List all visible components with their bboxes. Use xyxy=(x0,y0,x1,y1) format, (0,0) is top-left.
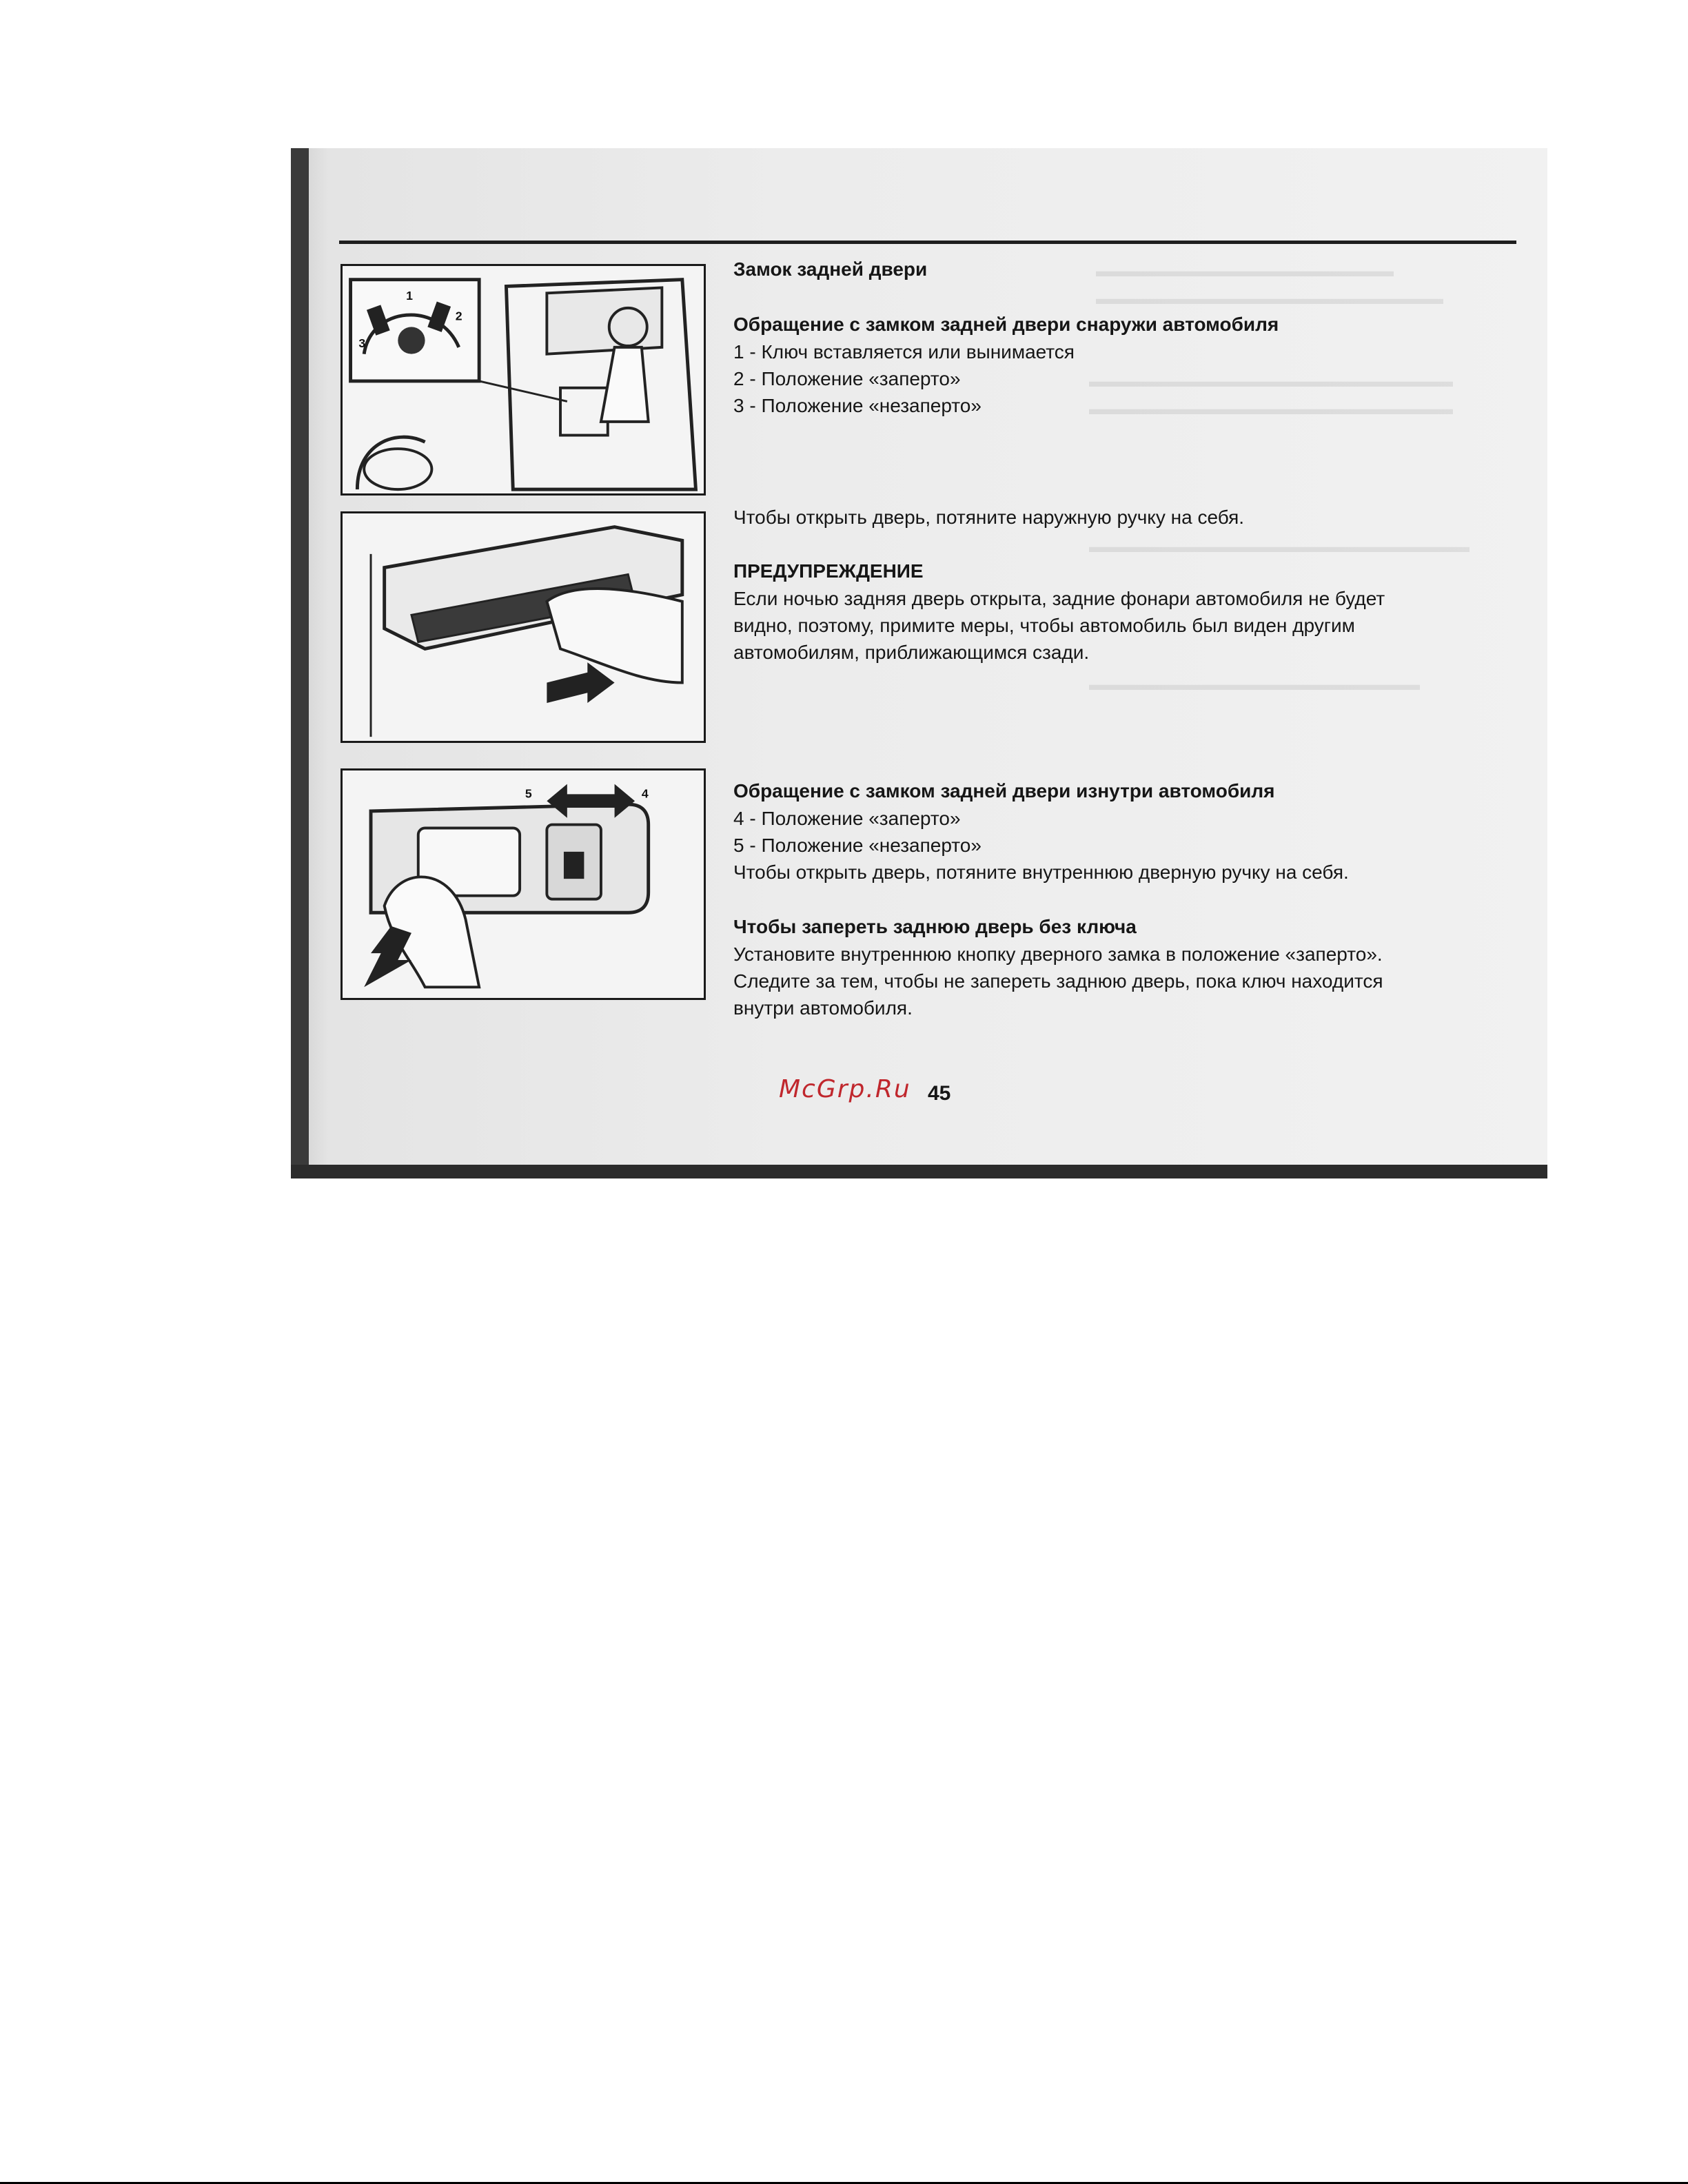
label-1: 1 xyxy=(406,289,413,303)
warning-title: ПРЕДУПРЕЖДЕНИЕ xyxy=(733,560,924,582)
inside-item: 5 - Положение «незаперто» xyxy=(733,835,982,856)
section-title: Замок задней двери xyxy=(733,258,928,280)
bleed-through-text: ▬▬▬▬▬▬▬▬▬▬▬▬▬▬▬▬▬▬▬▬▬ xyxy=(1096,289,1443,308)
outside-handle-illustration xyxy=(343,513,704,741)
open-outside-text: Чтобы открыть дверь, потяните наружную ручку на себя. xyxy=(733,507,1245,528)
lock-without-key-line: Следите за тем, чтобы не запереть заднюю дверь, пока ключ находится xyxy=(733,970,1383,992)
page-number: 45 xyxy=(928,1082,951,1105)
lock-without-key-line: Установите внутреннюю кнопку дверного замка в положение «заперто». xyxy=(733,943,1383,965)
outside-item: 1 - Ключ вставляется или вынимается xyxy=(733,341,1075,363)
warning-line: видно, поэтому, примите меры, чтобы автомобиль был виден другим xyxy=(733,615,1355,636)
header-rule xyxy=(339,241,1516,244)
outside-item: 3 - Положение «незаперто» xyxy=(733,395,982,416)
label-5: 5 xyxy=(525,786,532,801)
label-3: 3 xyxy=(358,336,366,350)
inside-open-text: Чтобы открыть дверь, потяните внутреннюю дверную ручку на себя. xyxy=(733,861,1349,883)
bleed-through-text: ▬▬▬▬▬▬▬▬▬▬▬▬▬▬▬▬▬▬ xyxy=(1096,262,1394,280)
inside-item: 4 - Положение «заперто» xyxy=(733,808,961,829)
page-bottom-shadow xyxy=(291,1165,1547,1178)
figure-inside-lock xyxy=(340,768,706,1000)
bleed-through-text: ▬▬▬▬▬▬▬▬▬▬▬▬▬▬▬▬▬▬▬▬▬▬ xyxy=(1089,372,1453,391)
bleed-through-text: ▬▬▬▬▬▬▬▬▬▬▬▬▬▬▬▬▬▬▬▬ xyxy=(1089,675,1420,694)
label-2: 2 xyxy=(455,309,462,323)
inside-heading: Обращение с замком задней двери изнутри автомобиля xyxy=(733,780,1275,802)
outside-heading: Обращение с замком задней двери снаружи автомобиля xyxy=(733,314,1279,335)
page-gutter-shadow xyxy=(291,148,309,1178)
bleed-through-text: ▬▬▬▬▬▬▬▬▬▬▬▬▬▬▬▬▬▬▬▬▬▬ xyxy=(1089,400,1453,418)
figure-outside-lock xyxy=(340,264,706,496)
inside-handle-illustration xyxy=(343,770,704,998)
lock-without-key-heading: Чтобы запереть заднюю дверь без ключа xyxy=(733,916,1137,937)
warning-line: Если ночью задняя дверь открыта, задние фонари автомобиля не будет xyxy=(733,588,1385,609)
lock-without-key-line: внутри автомобиля. xyxy=(733,997,913,1019)
watermark-text: McGrp.Ru xyxy=(779,1075,911,1103)
warning-line: автомобилям, приближающимся сзади. xyxy=(733,642,1090,663)
outside-item: 2 - Положение «заперто» xyxy=(733,368,961,389)
label-4: 4 xyxy=(641,786,649,801)
figure-outside-handle xyxy=(340,511,706,743)
van-rear-illustration xyxy=(343,266,704,493)
bleed-through-text: ▬▬▬▬▬▬▬▬▬▬▬▬▬▬▬▬▬▬▬▬▬▬▬ xyxy=(1089,538,1470,556)
